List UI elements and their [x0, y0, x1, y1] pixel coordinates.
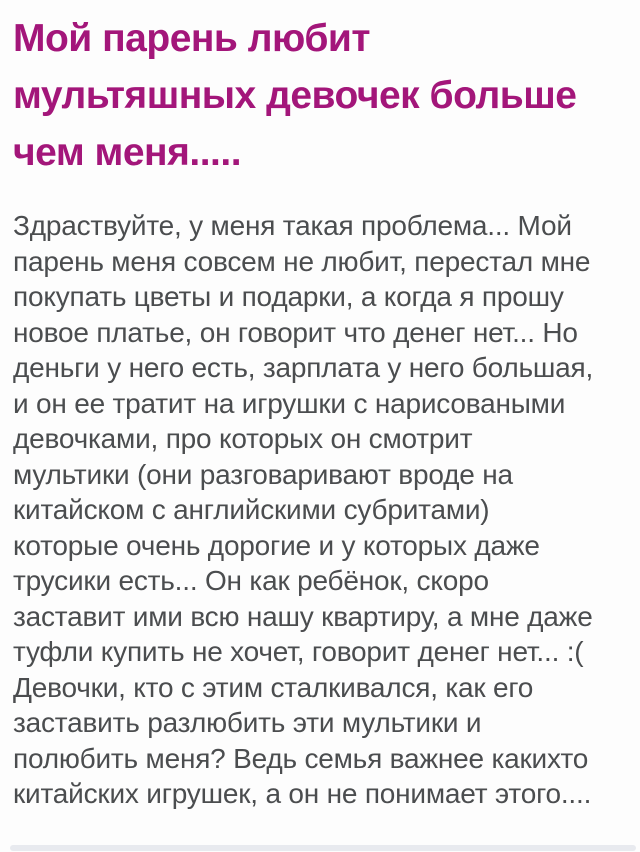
page-title: [13, 10, 627, 181]
body-line: новое платье, он говорит что денег нет... Но: [13, 316, 578, 348]
body-line: которые очень дорогие и у которых даже: [13, 529, 540, 561]
body-line: туфли купить не хочет, говорит денег нет... :(: [13, 636, 584, 667]
body-line: деньги у него есть, зарплата у него большая,: [13, 352, 594, 383]
bottom-divider: [10, 845, 636, 851]
body-line: заставить разлюбить эти мультики и: [13, 707, 482, 738]
body-line: парень меня совсем не любит, перестал мне: [13, 245, 591, 277]
body-line: Здраствуйте, у меня такая проблема... Мой: [13, 210, 572, 241]
body-line: девочками, про которых он смотрит: [13, 423, 473, 454]
body-line: полюбить меня? Ведь семья важнее какихто: [13, 742, 589, 774]
body-line: покупать цветы и подарки, а когда я прошу: [13, 281, 564, 312]
body-line: заставит ими всю нашу квартиру, а мне даже: [13, 600, 593, 632]
title-line: мультяшных девочек больше: [13, 74, 577, 117]
body-line: китайском с английскими субритами): [13, 494, 490, 525]
body-line: мультики (они разговаривают вроде на: [13, 458, 513, 490]
body-line: китайских игрушек, а он не понимает этого....: [13, 778, 592, 809]
body-line: и он ее тратит на игрушки с нарисоваными: [13, 387, 566, 419]
body-line: трусики есть... Он как ребёнок, скоро: [13, 565, 489, 596]
title-line: чем меня.....: [13, 131, 242, 174]
body-line: Девочки, кто с этим сталкивался, как его: [13, 671, 534, 703]
title-line: Мой парень любит: [13, 17, 370, 60]
post-body: [13, 208, 627, 812]
